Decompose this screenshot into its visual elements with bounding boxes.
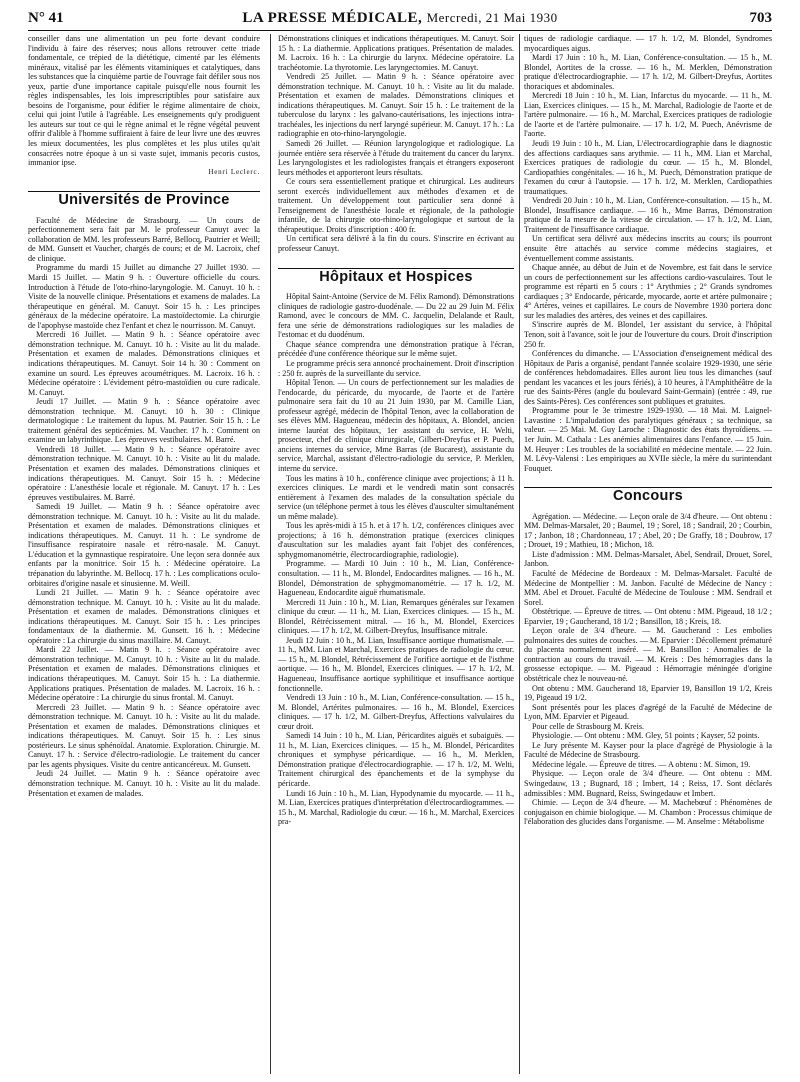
article-paragraph: Obstétrique. — Épreuve de titres. — Ont obtenu : MM. Pigeaud, 18 1/2 ; Eparvier, 19 ; Gaucherand, 18 1/2 ; Bansillon, 18 ; Kreis, 18. bbox=[524, 607, 772, 626]
article-paragraph: Pour celle de Strasbourg M. Kreis. bbox=[532, 721, 645, 731]
article-paragraph: Tous les matins à 10 h., conférence clinique avec projections; à 11 h. exercices cliniques. Le mardi et le vendredi matin sont consacrés entièrement à l'examen des malades de la consultation spéciale du service (un téléphone permet à tous les élèves d'ausculter simultanément un même malade). bbox=[278, 473, 514, 521]
article-paragraph: Leçon orale de 3/4 d'heure. — M. Gaucherand : Les embolies pulmonaires des suites de couches. — M. Eparvier : Décollement prématuré du placenta normalement inséré. — M. Bansillon : Anomalies de la contraction au cours du travail. — M. Kreis : Des hémorragies dans la grossesse ectopique. — M. Pigeaud : Hémorragie méningée d'origine obstétricale chez le nouveau-né. bbox=[524, 626, 772, 683]
article-paragraph: Un certificat sera délivré à la fin du cours. S'inscrire en écrivant au professeur Canuyt. bbox=[278, 234, 514, 254]
column-1 bbox=[28, 34, 260, 1074]
article-paragraph: Faculté de Médecine de Bordeaux : M. Delmas-Marsalet. Faculté de Médecine de Montpellier : M. Janbon. Faculté de Médecine de Nancy : MM. Abel et Drouet. Faculté de Médecine de Toulouse : MM. Sendrail et Sorel. bbox=[524, 568, 772, 607]
article-paragraph: Mercredi 18 Juin : 10 h., M. Lian, Infarctus du myocarde. — 11 h., M. Lian, Exercices cliniques. — 15 h., M. Marchal, Radiologie de l'aorte et de l'artère pulmonaire. — 16 h., M. Marchal, Exercices pratiques de radiologie de l'aorte et de l'artère pulmonaire. — 17 h. 1/2, M. Puech, Anévrisme de l'aorte. bbox=[524, 91, 772, 139]
article-paragraph: tiques de radiologie cardiaque. — 17 h. 1/2, M. Blondel, Syndromes myocardiques aigus. bbox=[524, 34, 772, 53]
column-rule-2 bbox=[519, 34, 520, 1074]
article-paragraph: Vendredi 18 Juillet. — Matin 9 h. : Séance opératoire avec démonstration technique. M. Canuyt. 10 h. : Visite au lit du malade. Présentation et examen des malades. Démonstrations cliniques et indications thérapeutiques. M. Canuyt. Soir 15 h. : Médecine opératoire : L'anesthésie locale et régionale. M. Canuyt. 17 h. : Les épreuves vestibulaires. M. Barré. bbox=[28, 444, 260, 502]
article-paragraph: Samedi 19 Juillet. — Matin 9 h. : Séance opératoire avec démonstration technique. M. Canuyt. 10 h. : Visite au lit du malade. Présentation et examen de malades. Démonstrations cliniques et indications thérapeutiques. M. Canuyt. 11 h. : Le syndrome de l'insuffisance respiratoire nasale et rétro-nasale. M. Canuyt. L'éducation et la gymnastique respiratoire. Une leçon sera donnée aux enfants par la monitrice. Soir 15 h. : Médecine opératoire. La trépanation du labyrinthe. M. Bellocq. 17 h. : Les complications oculo-orbitaires d'origine nasale et sinusienne. M. Weill. bbox=[28, 502, 260, 588]
review-signature: Henri Leclerc. bbox=[208, 167, 260, 176]
article-paragraph: Programme. — Mardi 10 Juin : 10 h., M. Lian, Conférence-consultation. — 11 h., M. Blondel, Endocardites malignes. — 16 h., M. Blondel, Démonstration de sphygmomanométrie. — 17 h. 1/2, M. Hagueneau, Endocardite aiguë rhumatismale. bbox=[278, 559, 514, 598]
article-paragraph: Mercredi 16 Juillet. — Matin 9 h. : Séance opératoire avec démonstration technique. M. Canuyt. 10 h. : Visite au lit du malade. Présentation et examen de malades. Démonstrations cliniques et indications thérapeutiques. M. Canuyt. Soir 14 h. 30 : Comment on examine un sourd. Les épreuves acoumétriques. M. Lacroix. 16 h. : Médecine opératoire : L'évidement pétro-mastoïdien ou cure radicale. M. Canuyt. bbox=[28, 330, 260, 397]
article-paragraph: Liste d'admission : MM. Delmas-Marsalet, Abel, Sendrail, Drouet, Sorel, Janbon. bbox=[524, 549, 772, 569]
article-paragraph: Chimie. — Leçon de 3/4 d'heure. — M. Machebœuf : Phénomènes de conjugaison en chimie biologique. — M. Chambon : Processus chimique de l'élaboration des glucides dans l'organisme. — M. Anselme : Métabolisme bbox=[524, 798, 772, 827]
section-title-universites: Universités de Province bbox=[28, 191, 260, 210]
article-paragraph: S'inscrire auprès de M. Blondel, 1er assistant du service, à l'hôpital Tenon, soit à l'avance, soit le jour de l'ouverture du cours. Droit d'inscription 250 fr. bbox=[524, 320, 772, 349]
article-paragraph: Ont obtenu : MM. Gaucherand 18, Eparvier 19, Bansillon 19 1/2, Kreis 19, Pigeaud 19 1/2. bbox=[524, 683, 772, 703]
journal-name: LA PRESSE MÉDICALE, bbox=[242, 10, 423, 26]
article-paragraph: Jeudi 24 Juillet. — Matin 9 h. : Séance opératoire avec démonstration technique. M. Canuyt. 10 h. : Visite au lit du malade. Présentation et examen de malades. bbox=[28, 769, 260, 798]
article-paragraph: Sont présentés pour les places d'agrégé de la Faculté de Médecine de Lyon, MM. Eparvier et Pigeaud. bbox=[524, 702, 772, 722]
article-paragraph: Agrégation. — Médecine. — Leçon orale de 3/4 d'heure. — Ont obtenu : MM. Delmas-Marsalet, 20 ; Baumel, 19 ; Sorel, 18 ; Sandrail, 20 ; Courbin, 17 ; Janbon, 18 ; Chardonneau, 17 ; Abel, 20 ; De Graffy, 18 ; Doubrow, 17 ; Drouet, 19 ; Mathieu, 18 ; Michon, 18. bbox=[524, 511, 772, 550]
article-paragraph: Programme pour le 3e trimestre 1929-1930. — 18 Mai. M. Laignel-Lavastine : L'impaludation des paralytiques généraux ; sa technique, sa valeur. — 25 Mai. M. Guy Laroche : Diagnostic des états thyroïdiens. — 1er Juin. M. Cathala : Les anémies alimentaires dans l'enfance. — 15 Juin. M. Heuyer : Les troubles de la sociabilité en médecine mentale. — 22 Juin. M. Lévy-Valensi : Les empiriques au XVIIe siècle, la mère du surintendant Fouquet. bbox=[524, 406, 772, 473]
article-paragraph: Conférences du dimanche. — L'Association d'enseignement médical des Hôpitaux de Paris a organisé, pendant l'année scolaire 1929-1930, une série de conférences hebdomadaires. Elles auront lieu tous les dimanches (sauf pendant les vacances et les jours fériés), à 10 heures, à l'Amphithéâtre de la rue des Saints-Pères (angle du boulevard Saint-Germain) (entrée : 49, rue des Saints-Pères). Ces conférences sont publiques et gratuites. bbox=[524, 349, 772, 406]
article-paragraph: Jeudi 19 Juin : 10 h., M. Lian, L'électrocardiographie dans le diagnostic des affections cardiaques sans arythmie. — 11 h., MM. Lian et Marchal, Exercices pratiques de radiologie du cœur. — 15 h., M. Blondel, Cardiopathies congénitales. — 16 h., M. Puech, Démonstration pratique de l'examen du cœur à l'autopsie. — 17 h. 1/2, M. Merklen, Cardiopathies traumatiques. bbox=[524, 139, 772, 196]
article-paragraph: Ce cours sera essentiellement pratique et chirurgical. Les auditeurs seront exercés individuellement aux méthodes d'examen et de traitement. Un développement tout particulier sera donné à l'enseignement de l'anesthésie locale et régionale, de la pathologie infantile, de la chirurgie oto-rhino-laryngologique et surtout de la thérapeutique. Droits d'inscription : 400 fr. bbox=[278, 177, 514, 234]
article-paragraph: Le programme précis sera annoncé prochainement. Droit d'inscription : 250 fr. auprès de la surveillante du service. bbox=[278, 358, 514, 378]
page-number: 703 bbox=[749, 10, 772, 26]
article-paragraph: Samedi 14 Juin : 10 h., M. Lian, Péricardites aiguës et subaiguës. — 11 h., M. Lian, Exercices cliniques. — 15 h., M. Blondel, Péricardites chroniques et symphyse péricardique. — 16 h., M. Merklen, Démonstration pratique d'électrocardiographie. — 17 h. 1/2, M. Welti, Traitement chirurgical des épanchements et de la symphyse du péricarde. bbox=[278, 731, 514, 789]
section-title-hopitaux: Hôpitaux et Hospices bbox=[278, 268, 514, 287]
article-paragraph: Hôpital Tenon. — Un cours de perfectionnement sur les maladies de l'endocarde, du péricarde, du myocarde, de l'aorte et de l'artère pulmonaire sera fait du 10 au 21 Juin 1930, par M. Camille Lian, professeur agrégé, médecin de l'hôpital Tenon, avec la collaboration de ses élèves MM. Hagueneau, médecin des hôpitaux, A. Blondel, ancien interne lauréat des hôpitaux, 1er assistant du service, H. Welti, prosecteur, chef de clinique chirurgicale, Gilbert-Dreyfus et P. Puech, anciens internes du service, Mme Barras (de Bucarest), assistante du service, Marchal, assistant d'électro-radiologie du service, P. Merklen, interne du service. bbox=[278, 378, 514, 473]
column-2 bbox=[278, 34, 514, 1074]
page-header bbox=[28, 8, 772, 31]
article-paragraph: Tous les après-midi à 15 h. et à 17 h. 1/2, conférences cliniques avec projections; à 16 h. démonstration pratique (exercices cliniques d'auscultation sur les maladies ayant fait l'objet des conférences, sphygmomanométrie, électrocardiographie, radiologie). bbox=[278, 521, 514, 559]
article-paragraph: Médecine légale. — Épreuve de titres. — A obtenu : M. Simon, 19. bbox=[532, 759, 751, 769]
column-3 bbox=[524, 34, 772, 1074]
article-paragraph: Physique. — Leçon orale de 3/4 d'heure. — Ont obtenu : MM. Swingedauw, 13 ; Bugnard, 18 ; Imbert, 14 ; Reiss, 17. Sont déclarés admissibles : MM. Bugnard, Reiss, Swingedauw et Imbert. bbox=[524, 769, 772, 798]
journal-title bbox=[28, 10, 772, 27]
article-paragraph: Lundi 16 Juin : 10 h., M. Lian, Hypodynamie du myocarde. — 11 h., M. Lian, Exercices pratiques d'interprétation d'électrocardiogrammes. — 15 h., M. Marchal, Radiologie du cœur. — 16 h., M. Marchal, Exercices pra- bbox=[278, 788, 514, 827]
article-paragraph: Lundi 21 Juillet. — Matin 9 h. : Séance opératoire avec démonstration technique. M. Canuyt. 10 h. : Visite au lit du malade. Présentation et examen de malades. Démonstrations cliniques et indications thérapeutiques. M. Canuyt. Soir 15 h. : Les principes fondamentaux de la diathermie. M. Gunsett. 16 h. : Médecine opératoire : La chirurgie du sinus maxillaire. M. Canuyt. bbox=[28, 588, 260, 645]
book-review-text: conseiller dans une alimentation un peu forte devant conduire l'individu à faire des réserves; nous allons retrouver cette triade fondamentale, ce trépied de la diététique, cimenté par les éléments minéraux, vitalisé par les éléments vitaminiques et catalytiques, dans les substances que la cinquième partie de l'ouvrage fait défiler sous nos yeux, partie d'une importance capitale puisqu'elle nous fournit les règles indispensables, les lois imprescriptibles pour satisfaire aux besoins de l'organisme, pour édifier le régime alimentaire de choix, celui qui joint l'utile à l'agréable. Les enseignements qu'y prodiguent les auteurs sur tout ce qui le règne animal et le règne végétal peuvent offrir d'alible à l'homme suffiraient à faire de leur livre une des œuvres les mieux documentées, les plus complètes et les plus utiles qu'ait consacrées notre époque à un si vaste sujet, immanis pecoris custos, immanior ipse. bbox=[28, 34, 260, 168]
column-rule-1 bbox=[270, 34, 271, 1074]
article-paragraph: Hôpital Saint-Antoine (Service de M. Félix Ramond). Démonstrations cliniques de radiologie gastro-duodénale. — Du 22 au 29 Juin M. Félix Ramond, avec le concours de MM. C. Jacquelin, Delalande et Rault, fera une série de démonstrations radiologiques sur les maladies de l'estomac et du duodénum. bbox=[278, 292, 514, 340]
article-paragraph: Démonstrations cliniques et indications thérapeutiques. M. Canuyt. Soir 15 h. : La diathermie. Applications pratiques. Présentation de malades. M. Lacroix. 16 h. : La chirurgie du larynx. Médecine opératoire. La trachéotomie. La thyrotomie. Les laryngectomies. M. Canuyt. bbox=[278, 34, 514, 72]
article-paragraph: Mercredi 23 Juillet. — Matin 9 h. : Séance opératoire avec démonstration technique. M. Canuyt. 10 h. : Visite au lit du malade. Présentation et examen de malades. Démonstrations cliniques et indications thérapeutiques. M. Canuyt. Soir 15 h. : Les sinus postérieurs. Le sinus sphénoïdal. Anatomie. Exploration. Chirurgie. M. Canuyt. 17 h. : Service d'électro-radiologie. Le traitement du cancer par les agents physiques. Visite du centre anticancéreux. M. Gunsett. bbox=[28, 702, 260, 769]
section-title-concours: Concours bbox=[524, 487, 772, 506]
article-paragraph: Le Jury présente M. Kayser pour la place d'agrégé de Physiologie à la Faculté de Médecine de Strasbourg. bbox=[524, 740, 772, 760]
article-paragraph: Vendredi 20 Juin : 10 h., M. Lian, Conférence-consultation. — 15 h., M. Blondel, Insuffisance cardiaque. — 16 h., Mme Barras, Démonstration pratique de la mesure de la vitesse de circulation. — 17 h. 1/2, M. Lian, Traitement de l'insuffisance cardiaque. bbox=[524, 196, 772, 234]
article-paragraph: Samedi 26 Juillet. — Réunion laryngologique et radiologique. La journée entière sera réservée à l'étude du traitement du cancer du larynx. Les laryngologistes et les radiologistes français et étrangers exposeront leurs méthodes et apporteront leurs résultats. bbox=[278, 139, 514, 177]
article-paragraph: Mardi 17 Juin : 10 h., M. Lian, Conférence-consultation. — 15 h., M. Blondel, Aortites de la crosse. — 16 h., M. Merklen, Démonstration pratique d'électrocardiographie. — 17 h. 1/2, M. Gilbert-Dreyfus, Aortites thoraciques et abdominales. bbox=[524, 53, 772, 91]
issue-number: N° 41 bbox=[28, 10, 64, 26]
article-paragraph: Mardi 22 Juillet. — Matin 9 h. : Séance opératoire avec démonstration technique. M. Canuyt. 10 h. : Visite au lit du malade. Présentation et examen de malades. Démonstrations cliniques et indications thérapeutiques. M. Canuyt. Soir 15 h. : La diathermie. Applications pratiques. Présentation de malades. M. Lacroix. 16 h. : Médecine opératoire : La chirurgie du sinus frontal. M. Canuyt. bbox=[28, 645, 260, 703]
article-paragraph: Programme du mardi 15 Juillet au dimanche 27 Juillet 1930. — Mardi 15 Juillet. — Matin 9 h. : Ouverture officielle du cours. Introduction à l'étude de l'oto-rhino-laryngologie. M. Canuyt. 10 h. : Visite de la nouvelle clinique. Présentations et examens de malades. La thérapeutique en général. M. Canuyt. Soir 15 h. : Les principes généraux de la médecine opératoire. La mastoïdectomie. La chirurgie de l'apophyse mastoïde chez l'enfant et chez le nourrisson. M. Canuyt. bbox=[28, 263, 260, 330]
article-paragraph: Chaque année, au début de Juin et de Novembre, est fait dans le service un cours de perfectionnement sur les affections cardio-vasculaires. Tout le programme est réparti en 5 cours : 1° Arythmies ; 2° Grands syndromes cardiaques ; 3° Endocarde, péricarde, myocarde, aorte et artère pulmonaire ; 4° Artères, veines et capillaires. Le cours de Novembre 1930 portera donc sur les maladies des artères, des veines et des capillaires. bbox=[524, 263, 772, 320]
article-paragraph: Chaque séance comprendra une démonstration pratique à l'écran, précédée d'une conférence théorique sur le même sujet. bbox=[278, 339, 514, 359]
article-paragraph: Un certificat sera délivré aux médecins inscrits au cours; ils pourront ensuite être attachés au service comme médecins stagiaires, et éventuellement comme assistants. bbox=[524, 234, 772, 263]
article-paragraph: Faculté de Médecine de Strasbourg. — Un cours de perfectionnement sera fait par M. le professeur Canuyt avec la collaboration de MM. les professeurs Barré, Bellocq, Pautrier et Weill; de MM. Gunsett et Vaucher, chargés de cours; et de M. Lacroix, chef de clinique. bbox=[28, 215, 260, 263]
article-paragraph: Vendredi 25 Juillet. — Matin 9 h. : Séance opératoire avec démonstration technique. M. Canuyt. 10 h. : Visite au lit du malade. Présentation et examen de malades. Démonstrations cliniques et indications thérapeutiques. M. Canuyt. Soir 15 h. : Le traitement de la tuberculose du larynx : les galvano-cautérisations, les injections intra-trachéales, les injections du nerf laryngé supérieur. M. Canuyt. 17 h. : La radiographie en oto-rhino-laryngologie. bbox=[278, 72, 514, 139]
article-paragraph: Vendredi 13 Juin : 10 h., M. Lian, Conférence-consultation. — 15 h., M. Blondel, Artérites pulmonaires. — 16 h., M. Blondel, Exercices cliniques. — 17 h. 1/2, M. Gilbert-Dreyfus, Affections valvulaires du cœur droit. bbox=[278, 693, 514, 731]
article-paragraph: Jeudi 17 Juillet. — Matin 9 h. : Séance opératoire avec démonstration technique. M. Canuyt. 10 h. 30 : Clinique dermatologique : Le traitement du lupus. M. Pautrier. Soir 15 h. : Le traitement général des septicémies. M. Vaucher. 17 h. : Comment on examine un labyrinthique. Les épreuves vestibulaires. M. Barré. bbox=[28, 397, 260, 445]
article-paragraph: Physiologie. — Ont obtenu : MM. Gley, 51 points ; Kayser, 52 points. bbox=[532, 731, 760, 741]
article-paragraph: Jeudi 12 Juin : 10 h., M. Lian, Insuffisance aortique rhumatismale. — 11 h., MM. Lian et Marchal, Exercices pratiques de radiologie du cœur. — 15 h., M. Blondel, Rétrécissement de l'orifice aortique et de l'isthme aortique. — 16 h., M. Blondel, Exercices cliniques. — 17 h. 1/2, M. Hagueneau, Insuffisance aortique syphilitique et insuffisance aortique fonctionnelle. bbox=[278, 635, 514, 693]
article-paragraph: Mercredi 11 Juin : 10 h., M. Lian, Remarques générales sur l'examen clinique du cœur. — 11 h., M. Lian, Exercices cliniques. — 15 h., M. Blondel, Rétrécissement mitral. — 16 h., M. Blondel, Exercices cliniques. — 17 h. 1/2, M. Gilbert-Dreyfus, Insuffisance mitrale. bbox=[278, 597, 514, 636]
issue-date: Mercredi, 21 Mai 1930 bbox=[426, 10, 558, 25]
